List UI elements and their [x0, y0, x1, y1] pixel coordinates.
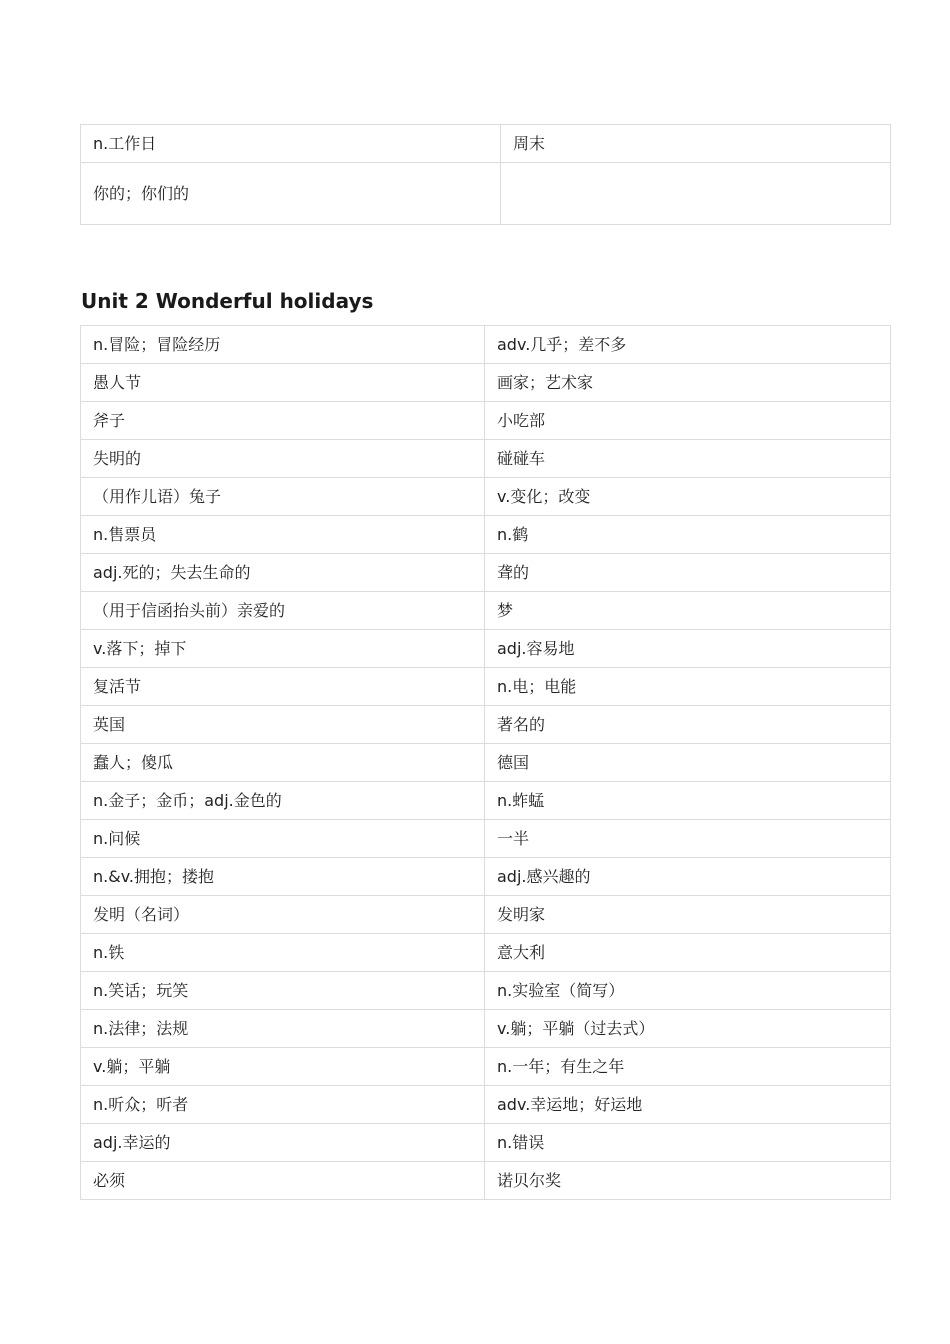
table-cell: 梦: [485, 592, 891, 630]
table-row: [81, 554, 891, 592]
table-cell: n.铁: [81, 934, 485, 972]
table-cell: 愚人节: [81, 364, 485, 402]
table-cell: n.听众；听者: [81, 1086, 485, 1124]
table-cell: 复活节: [81, 668, 485, 706]
table-cell: 失明的: [81, 440, 485, 478]
table-cell: 斧子: [81, 402, 485, 440]
table-cell: 画家；艺术家: [485, 364, 891, 402]
table-cell: 碰碰车: [485, 440, 891, 478]
table-cell: adv.幸运地；好运地: [485, 1086, 891, 1124]
top-vocab-table: [80, 124, 891, 225]
table-cell: 小吃部: [485, 402, 891, 440]
table-row: [81, 896, 891, 934]
table-cell: 发明（名词）: [81, 896, 485, 934]
table-cell: 周末: [501, 125, 891, 163]
table-row: [81, 592, 891, 630]
table-cell: n.工作日: [81, 125, 501, 163]
table-cell: n.法律；法规: [81, 1010, 485, 1048]
table-cell: adv.几乎；差不多: [485, 326, 891, 364]
table-row: [81, 1010, 891, 1048]
table-cell: v.躺；平躺（过去式）: [485, 1010, 891, 1048]
table-row: [81, 972, 891, 1010]
table-row: [81, 1048, 891, 1086]
table-cell: v.躺；平躺: [81, 1048, 485, 1086]
table-cell: 英国: [81, 706, 485, 744]
table-cell: v.落下；掉下: [81, 630, 485, 668]
table-cell: 一半: [485, 820, 891, 858]
table-row: [81, 1162, 891, 1200]
table-cell: （用作儿语）兔子: [81, 478, 485, 516]
table-row: [81, 744, 891, 782]
table-cell: （用于信函抬头前）亲爱的: [81, 592, 485, 630]
table-row: [81, 858, 891, 896]
table-row: [81, 516, 891, 554]
table-row: [81, 782, 891, 820]
table-row: [81, 630, 891, 668]
table-cell: 德国: [485, 744, 891, 782]
table-row: [81, 125, 891, 163]
table-cell: n.售票员: [81, 516, 485, 554]
table-cell: n.错误: [485, 1124, 891, 1162]
table-row: [81, 402, 891, 440]
table-row: [81, 1086, 891, 1124]
table-cell: n.问候: [81, 820, 485, 858]
table-row: [81, 163, 891, 225]
table-cell: n.金子；金币；adj.金色的: [81, 782, 485, 820]
table-cell: n.一年；有生之年: [485, 1048, 891, 1086]
table-cell: 发明家: [485, 896, 891, 934]
table-cell: n.电；电能: [485, 668, 891, 706]
table-cell: n.笑话；玩笑: [81, 972, 485, 1010]
section-heading: Unit 2 Wonderful holidays: [81, 289, 374, 313]
table-cell: n.&v.拥抱；搂抱: [81, 858, 485, 896]
table-cell: 著名的: [485, 706, 891, 744]
table-cell: 蠢人；傻瓜: [81, 744, 485, 782]
table-cell: adj.死的；失去生命的: [81, 554, 485, 592]
table-cell: adj.幸运的: [81, 1124, 485, 1162]
table-row: [81, 934, 891, 972]
table-row: [81, 820, 891, 858]
table-cell: n.蚱蜢: [485, 782, 891, 820]
table-cell: adj.容易地: [485, 630, 891, 668]
table-cell: n.冒险；冒险经历: [81, 326, 485, 364]
table-cell: v.变化；改变: [485, 478, 891, 516]
table-row: [81, 1124, 891, 1162]
table-cell: n.实验室（简写）: [485, 972, 891, 1010]
table-cell: 聋的: [485, 554, 891, 592]
table-cell: 你的；你们的: [81, 163, 501, 225]
table-cell: adj.感兴趣的: [485, 858, 891, 896]
table-cell: n.鹤: [485, 516, 891, 554]
table-row: [81, 668, 891, 706]
table-cell: 必须: [81, 1162, 485, 1200]
table-row: [81, 326, 891, 364]
table-cell: 意大利: [485, 934, 891, 972]
unit2-vocab-table: [80, 325, 891, 1200]
table-row: [81, 478, 891, 516]
table-row: [81, 364, 891, 402]
table-row: [81, 706, 891, 744]
table-cell: [501, 163, 891, 225]
table-row: [81, 440, 891, 478]
table-cell: 诺贝尔奖: [485, 1162, 891, 1200]
